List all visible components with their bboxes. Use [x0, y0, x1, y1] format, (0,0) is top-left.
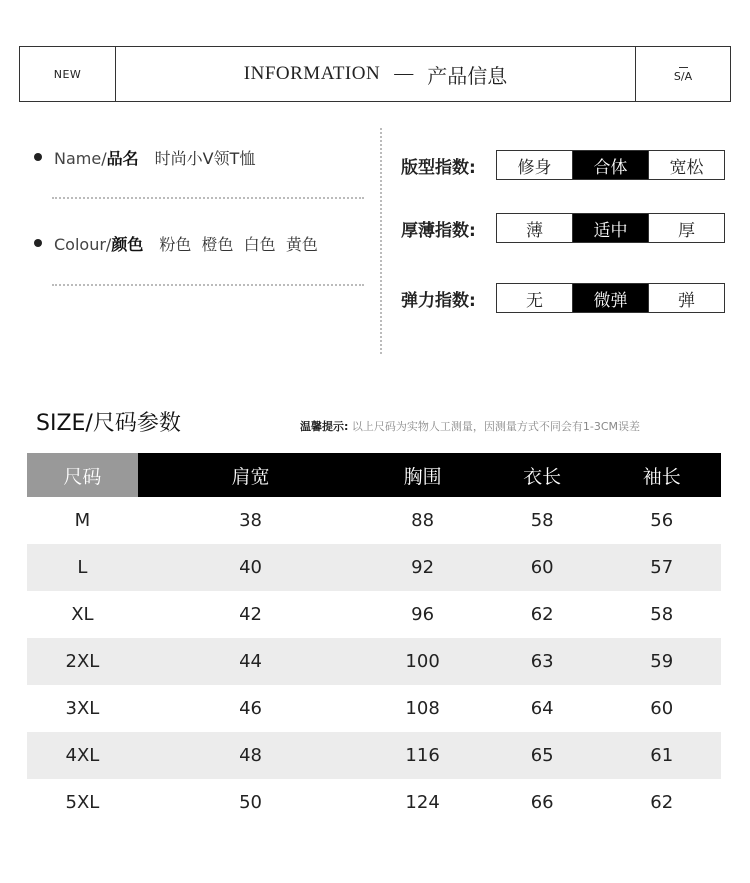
elasticity-option: 无 [497, 284, 573, 312]
cell-chest: 96 [411, 604, 435, 625]
fit-option: 修身 [497, 151, 573, 179]
name-row [34, 140, 366, 174]
cell-length: 66 [530, 792, 554, 813]
cell-sleeve: 59 [650, 651, 674, 672]
table-row [27, 591, 721, 638]
thickness-option: 厚 [678, 220, 695, 241]
cell-length: 64 [530, 698, 554, 719]
cell-chest: 88 [411, 510, 435, 531]
cell-size: 2XL [65, 651, 100, 672]
elasticity-option: 弹 [678, 290, 695, 311]
colour-value: 粉色 橙色 白色 黄色 [159, 234, 318, 254]
fit-option: 宽松 [669, 157, 704, 178]
size-table [27, 453, 721, 826]
cell-size: XL [71, 604, 94, 625]
page-title [116, 47, 635, 101]
fit-index-label: 版型指数: [401, 157, 476, 178]
thickness-index-label: 厚薄指数: [401, 220, 476, 241]
cell-chest: 92 [411, 557, 435, 578]
dotted-divider [52, 284, 364, 286]
cell-shoulder: 40 [239, 557, 263, 578]
cell-size: M [74, 510, 91, 531]
cell-sleeve: 56 [650, 510, 674, 531]
size-tip: 温馨提示: 以上尺码为实物人工测量，因测量方式不同会有1-3CM误差 [300, 420, 641, 433]
cell-length: 63 [530, 651, 554, 672]
table-row [27, 638, 721, 685]
fit-option-selected: 合体 [573, 151, 649, 179]
header-length: 衣长 [523, 465, 562, 488]
fit-index-scale [496, 150, 725, 180]
product-info [34, 140, 366, 174]
cell-length: 58 [530, 510, 554, 531]
cell-shoulder: 44 [239, 651, 263, 672]
cell-length: 65 [530, 745, 554, 766]
dotted-divider [52, 197, 364, 199]
title-english: INFORMATION [243, 63, 381, 84]
name-value: 时尚小V领T恤 [154, 148, 256, 168]
header-sleeve: 袖长 [642, 465, 681, 488]
table-row [27, 732, 721, 779]
sa-label: S/A [673, 69, 693, 83]
elasticity-index-label: 弹力指数: [401, 290, 476, 311]
cell-sleeve: 61 [650, 745, 674, 766]
cell-sleeve: 62 [650, 792, 674, 813]
colour-row [34, 226, 366, 260]
new-label: NEW [20, 47, 116, 101]
size-title: SIZE/尺码参数 [36, 411, 181, 436]
thickness-option-selected: 适中 [573, 214, 649, 242]
thickness-option: 薄 [497, 214, 573, 242]
bullet-icon [34, 239, 42, 247]
name-label: Name/品名 [54, 148, 139, 168]
elasticity-index [401, 282, 725, 314]
table-body [27, 497, 721, 826]
cell-size: 3XL [65, 698, 100, 719]
sa-label-box [635, 47, 730, 101]
elasticity-option-selected: 微弹 [573, 284, 649, 312]
table-row [27, 779, 721, 826]
cell-length: 60 [530, 557, 554, 578]
cell-chest: 108 [405, 698, 440, 719]
cell-chest: 124 [405, 792, 440, 813]
title-chinese: 产品信息 [427, 63, 508, 88]
thickness-index-scale [496, 213, 725, 243]
header-shoulder: 肩宽 [231, 465, 270, 488]
header-chest: 胸围 [403, 465, 442, 488]
header-size: 尺码 [27, 453, 138, 497]
product-colour [34, 226, 366, 260]
cell-sleeve: 60 [650, 698, 674, 719]
cell-chest: 100 [405, 651, 440, 672]
cell-size: 5XL [65, 792, 100, 813]
info-header-bar [19, 46, 731, 102]
thickness-index [401, 212, 725, 244]
vertical-dotted-divider [380, 128, 382, 354]
cell-sleeve: 57 [650, 557, 674, 578]
cell-shoulder: 48 [239, 745, 263, 766]
cell-shoulder: 46 [239, 698, 263, 719]
cell-chest: 116 [405, 745, 440, 766]
overline-mark [679, 67, 688, 68]
table-row [27, 497, 721, 544]
cell-shoulder: 38 [239, 510, 263, 531]
table-row [27, 685, 721, 732]
colour-label: Colour/颜色 [54, 234, 144, 254]
elasticity-index-scale [496, 283, 725, 313]
bullet-icon [34, 153, 42, 161]
cell-sleeve: 58 [650, 604, 674, 625]
cell-size: 4XL [65, 745, 100, 766]
fit-index [401, 149, 725, 181]
cell-shoulder: 50 [239, 792, 263, 813]
table-header [27, 453, 721, 497]
cell-size: L [77, 557, 88, 578]
cell-length: 62 [530, 604, 554, 625]
cell-shoulder: 42 [239, 604, 263, 625]
title-dash: — [394, 63, 414, 84]
table-row [27, 544, 721, 591]
